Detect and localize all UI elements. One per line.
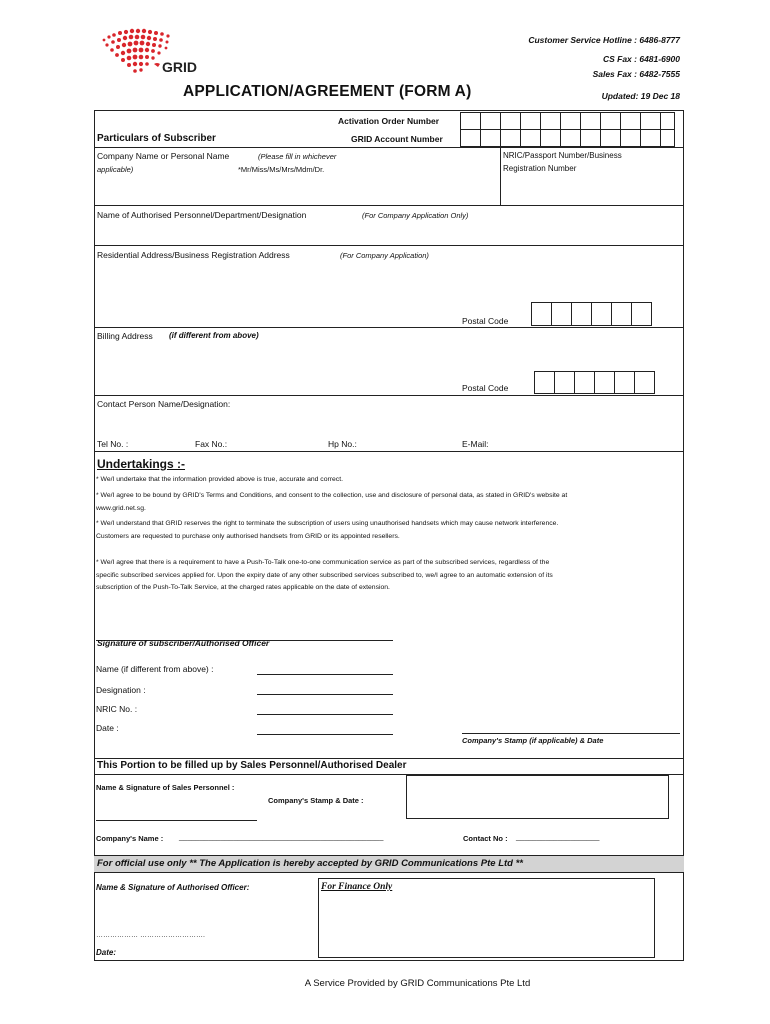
sig-name-line[interactable] (257, 674, 393, 675)
tel-label[interactable]: Tel No. : (97, 439, 129, 449)
sales-fax: Sales Fax : 6482-7555 (592, 69, 680, 79)
grid-account-boxes[interactable] (460, 129, 674, 147)
logo-text: GRID (162, 59, 197, 75)
nric-label-1[interactable]: NRIC/Passport Number/Business (503, 151, 622, 160)
grid-account-label: GRID Account Number (351, 134, 443, 144)
applicable-hint: applicable) (97, 165, 134, 174)
divider (94, 395, 684, 396)
cs-fax: CS Fax : 6481-6900 (602, 54, 680, 64)
signature-label: Signature of subscriber/Authorised Officer (97, 638, 270, 648)
email-label[interactable]: E-Mail: (462, 439, 489, 449)
sig-nric-line[interactable] (257, 714, 393, 715)
undertaking-1: * We/I undertake that the information provided above is true, accurate and correct. (96, 476, 343, 483)
company-name-label[interactable]: Company Name or Personal Name (97, 151, 230, 161)
sales-company-name-blank[interactable]: _________________________________________________ (179, 832, 384, 841)
undertaking-4b: specific subscribed services applied for. Upon the expiry date of any other subscribed services subscribed to, we/I agree to an automatic extension of its (96, 572, 553, 579)
postal-code-boxes-1[interactable] (531, 302, 651, 326)
particulars-heading: Particulars of Subscriber (97, 133, 216, 144)
sales-company-name-label: Company's Name : (96, 834, 164, 843)
nric-divider (500, 147, 501, 205)
sig-designation-line[interactable] (257, 694, 393, 695)
hotline: Customer Service Hotline : 6486-8777 (528, 35, 680, 45)
divider (94, 327, 684, 328)
nric-label-2: Registration Number (503, 164, 577, 173)
sales-contact-label: Contact No : (463, 834, 508, 843)
sales-stamp-box[interactable] (406, 775, 669, 819)
stamp-line[interactable] (462, 733, 680, 734)
hp-label[interactable]: Hp No.: (328, 439, 357, 449)
official-dots[interactable]: ……………… ………………………. (96, 932, 205, 939)
sales-name-line[interactable] (96, 820, 257, 821)
billing-address-hint: (if different from above) (169, 331, 259, 340)
undertaking-4a: * We/I agree that there is a requirement to have a Push-To-Talk one-to-one communication service as part of the subscribed services, regardless of the (96, 559, 550, 566)
divider (94, 147, 684, 148)
undertaking-2b: www.grid.net.sg. (96, 505, 146, 512)
sales-heading: This Portion to be filled up by Sales Personnel/Authorised Dealer (97, 760, 407, 771)
salutation-options[interactable]: *Mr/Miss/Ms/Mrs/Mdm/Dr. (238, 165, 325, 174)
undertaking-3a: * We/I understand that GRID reserves the right to terminate the subscription of users using unauthorised handsets which may cause network interference. (96, 520, 559, 527)
residential-address-hint: (For Company Application) (340, 251, 429, 260)
stamp-label: Company's Stamp (if applicable) & Date (462, 736, 604, 745)
sig-nric-label: NRIC No. : (96, 704, 138, 714)
official-date-label: Date: (96, 948, 117, 957)
sig-date-line[interactable] (257, 734, 393, 735)
sales-contact-blank[interactable]: ____________________ (516, 832, 600, 841)
undertaking-3b: Customers are requested to purchase only authorised handsets from GRID or its appointed resellers. (96, 533, 400, 540)
postal-code-label-2: Postal Code (462, 383, 509, 393)
undertaking-2a: * We/I agree to be bound by GRID's Terms and Conditions, and consent to the collection, use and disclosure of personal data, as stated in GRID's website at (96, 492, 568, 499)
activation-order-label: Activation Order Number (338, 116, 440, 126)
grid-logo (98, 28, 208, 83)
sales-stamp-date-label: Company's Stamp & Date : (268, 796, 364, 805)
divider (94, 245, 684, 246)
divider (94, 451, 684, 452)
sales-name-sig-label: Name & Signature of Sales Personnel : (96, 783, 235, 792)
official-heading: For official use only ** The Application is hereby accepted by GRID Communications Pte Ltd ** (97, 858, 523, 869)
sig-name-label: Name (if different from above) : (96, 664, 214, 674)
divider (94, 205, 684, 206)
contact-person-label[interactable]: Contact Person Name/Designation: (97, 399, 231, 409)
form-title: APPLICATION/AGREEMENT (FORM A) (183, 83, 472, 100)
postal-code-boxes-2[interactable] (534, 371, 654, 394)
fax-label[interactable]: Fax No.: (195, 439, 228, 449)
updated-date: Updated: 19 Dec 18 (601, 91, 680, 101)
sig-designation-label: Designation : (96, 685, 146, 695)
authorised-personnel-label[interactable]: Name of Authorised Personnel/Department/Designation (97, 210, 307, 220)
official-name-sig-label: Name & Signature of Authorised Officer: (96, 883, 250, 892)
residential-address-label[interactable]: Residential Address/Business Registration Address (97, 250, 290, 260)
company-name-hint: (Please fill in whichever (258, 152, 337, 161)
undertakings-heading: Undertakings :- (97, 457, 186, 471)
finance-label: For Finance Only (321, 882, 393, 892)
sig-date-label: Date : (96, 723, 119, 733)
activation-order-boxes[interactable] (460, 112, 674, 130)
postal-code-label-1: Postal Code (462, 316, 509, 326)
authorised-personnel-hint: (For Company Application Only) (362, 211, 469, 220)
undertaking-4c: subscription of the Push-To-Talk Service, at the charged rates applicable on the date of extension. (96, 584, 390, 591)
footer-text: A Service Provided by GRID Communications Pte Ltd (304, 978, 531, 989)
divider (94, 758, 684, 759)
billing-address-label[interactable]: Billing Address (97, 331, 153, 341)
